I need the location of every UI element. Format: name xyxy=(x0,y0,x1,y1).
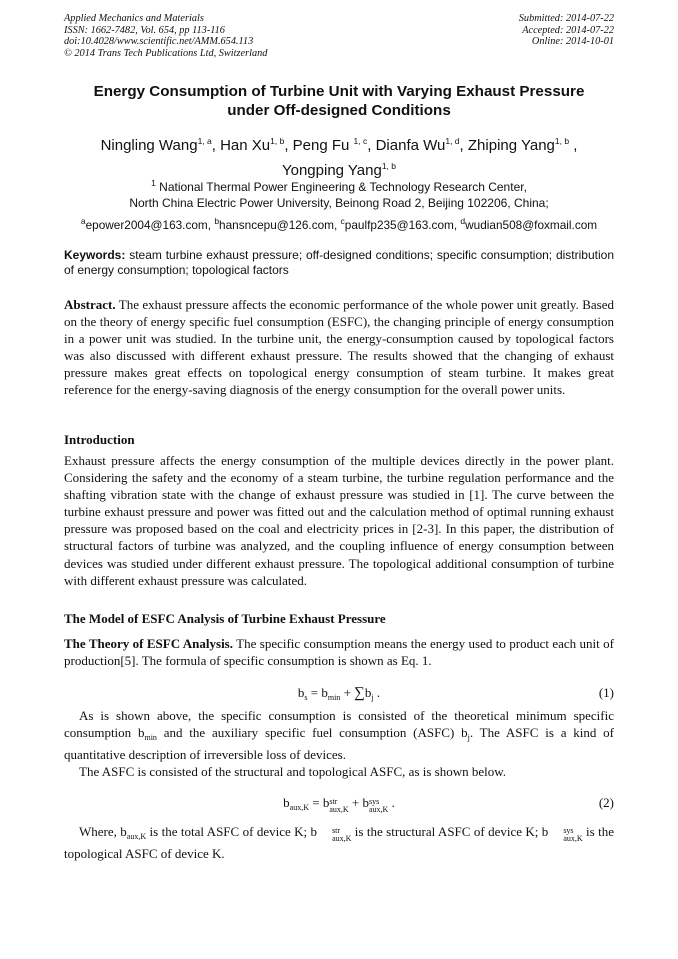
section-heading-introduction: Introduction xyxy=(64,432,135,447)
equation-2 xyxy=(64,795,614,817)
paragraph-text: is the structural ASFC of device K; b xyxy=(351,824,549,839)
eq-operator: . xyxy=(373,685,381,700)
theory-text: The specific consumption means the energy used to product each unit of production[5]. The formula of specific consumption is shown as Eq. 1. xyxy=(64,636,614,669)
eq-symbol: = b xyxy=(307,685,328,700)
keywords-text: steam turbine exhaust pressure; off-designed conditions; specific consumption; distribution of energy consumption; topological factors xyxy=(64,248,614,277)
eq-operator: + xyxy=(340,685,355,700)
journal-header xyxy=(64,13,267,59)
keywords-label: Keywords: xyxy=(64,248,126,262)
paragraph-text: is the total ASFC of device K; b xyxy=(146,824,318,839)
eq-subscript: j xyxy=(371,693,374,702)
eq-subscript: min xyxy=(144,733,157,743)
sum-symbol: ∑ xyxy=(354,685,365,701)
eq-subscript: aux,K xyxy=(289,803,309,812)
author-separator: , xyxy=(459,137,468,154)
author-name: Dianfa Wu xyxy=(375,137,446,154)
paragraph-text: is the topological ASFC of device K. xyxy=(64,824,614,862)
author-list xyxy=(64,131,614,181)
affiliation-line-2: North China Electric Power University, Beinong Road 2, Beijing 102206, China; xyxy=(129,195,549,210)
eq-script-stack xyxy=(548,827,582,843)
paper-title xyxy=(64,82,614,120)
paragraph-text: and the auxiliary specific fuel consumption (ASFC) b xyxy=(156,725,468,741)
author-affil-mark: 1, b xyxy=(270,136,285,146)
author-name: Zhiping Yang xyxy=(467,137,555,154)
section-heading-model: The Model of ESFC Analysis of Turbine Exhaust Pressure xyxy=(64,611,386,626)
equation-2-number: (2) xyxy=(598,795,614,810)
eq-superscript: sys xyxy=(369,797,380,806)
abstract-text: The exhaust pressure affects the economic performance of the whole power unit greatly. Based on the theory of energy specific fuel consumption (ESFC), the changing principle of energy consumption in a power unit was studied. In the turbine unit, the energy-consumption caused by topological factors was also discussed with different exhaust pressure. The results showed that the changing of exhaust pressure makes great effects on topological energy consumption of steam turbine. It makes great reference for the energy-saving diagnosis of the energy consumption for the overall power units. xyxy=(64,297,614,398)
eq-symbol: b xyxy=(283,795,290,810)
author-name: Yongping Yang xyxy=(281,162,382,179)
paragraph-after-eq1 xyxy=(64,707,614,763)
author-name: Peng Fu xyxy=(292,137,354,154)
paragraph-text: Where, b xyxy=(79,824,127,839)
journal-issn: ISSN: 1662-7482, Vol. 654, pp 113-116 xyxy=(64,24,225,36)
email-link[interactable]: epower2004@163.com, xyxy=(85,217,215,232)
email-mark: c xyxy=(340,216,345,226)
author-separator: , xyxy=(284,137,293,154)
author-affil-mark: 1, b xyxy=(381,161,397,171)
author-affil-mark: 1, d xyxy=(445,136,460,146)
equation-1-body xyxy=(64,685,614,702)
journal-name: Applied Mechanics and Materials xyxy=(64,13,204,24)
eq-subscript: aux,K xyxy=(126,832,147,841)
introduction-paragraph: Exhaust pressure affects the energy consumption of the multiple devices directly in the power plant. Considering the safety and the economy of a steam turbine, the turbine regulation performance and the shafting vibration state with the change of exhaust pressure was studied in [1]. The curve between the turbine exhaust pressure and power was fitted out and the calculation method of optimal running exhaust pressure was proposed based on the coal and electricity prices in [2-3]. In this paper, the distribution of structural factors of turbine was analyzed, and the coupling influence of energy consumption between devices was studied under different exhaust pressure. The topological additional consumption of turbine with different exhaust pressure was calculated. xyxy=(64,453,614,588)
email-mark: b xyxy=(214,216,220,226)
abstract-label: Abstract. xyxy=(64,297,116,312)
eq-symbol: = b xyxy=(308,795,330,810)
eq-subscript: min xyxy=(327,693,341,702)
author-affil-mark: 1, b xyxy=(554,136,570,146)
eq-script-stack xyxy=(369,798,388,814)
equation-2-body xyxy=(64,795,614,814)
affiliation-line-1: National Thermal Power Engineering & Technology Research Center, xyxy=(155,180,527,194)
keywords xyxy=(64,248,614,278)
subsection-heading-theory: The Theory of ESFC Analysis. xyxy=(64,636,233,651)
theory-paragraph xyxy=(64,635,614,669)
eq-superscript: str xyxy=(332,826,341,835)
author-name: Ningling Wang xyxy=(100,137,198,154)
eq-script-stack xyxy=(329,798,348,814)
author-separator: , xyxy=(367,137,376,154)
author-name: Han Xu xyxy=(220,137,271,154)
title-line-2: under Off-designed Conditions xyxy=(227,102,451,119)
journal-copyright: © 2014 Trans Tech Publications Ltd, Switzerland xyxy=(64,47,268,59)
affiliation-mark: 1 xyxy=(151,178,156,188)
abstract xyxy=(64,296,614,399)
eq-symbol: b xyxy=(364,685,372,700)
eq-subscript: aux,K xyxy=(329,805,349,814)
equation-1 xyxy=(64,685,614,707)
email-link[interactable]: paulfp235@163.com, xyxy=(344,217,461,232)
email-mark: d xyxy=(460,216,466,226)
eq-subscript: aux,K xyxy=(332,834,352,843)
email-link[interactable]: wudian508@foxmail.com xyxy=(465,217,598,232)
eq-symbol: b xyxy=(297,685,305,700)
eq-subscript: aux,K xyxy=(563,834,583,843)
online-date: Online: 2014-10-01 xyxy=(531,36,614,48)
paragraph-where xyxy=(64,823,614,862)
email-mark: a xyxy=(80,216,86,226)
affiliation xyxy=(64,176,614,211)
paragraph-text: . The ASFC is a kind of quantitative description of irreversible loss of devices. xyxy=(64,725,614,763)
eq-operator: + b xyxy=(348,795,369,810)
author-affil-mark: 1, a xyxy=(197,136,212,146)
title-line-1: Energy Consumption of Turbine Unit with Varying Exhaust Pressure xyxy=(93,83,585,100)
email-link[interactable]: hansncepu@126.com, xyxy=(219,217,341,232)
eq-script-stack xyxy=(317,827,351,843)
paragraph-asfc: The ASFC is consisted of the structural and topological ASFC, as is shown below. xyxy=(79,764,507,779)
author-separator: , xyxy=(211,137,221,154)
eq-superscript: str xyxy=(329,797,338,806)
eq-operator: . xyxy=(388,795,395,810)
submission-dates xyxy=(519,13,614,48)
author-separator: , xyxy=(569,137,578,154)
author-affil-mark: 1, c xyxy=(353,136,368,146)
equation-1-number: (1) xyxy=(598,685,614,700)
eq-subscript: j xyxy=(467,733,470,743)
eq-subscript: aux,K xyxy=(369,805,389,814)
accepted-date: Accepted: 2014-07-22 xyxy=(522,24,614,36)
paragraph-text: As is shown above, the specific consumption is consisted of the theoretical minimum specific consumption b xyxy=(64,708,614,741)
submitted-date: Submitted: 2014-07-22 xyxy=(518,13,614,24)
journal-doi: doi:10.4028/www.scientific.net/AMM.654.113 xyxy=(64,36,254,48)
author-emails xyxy=(64,214,614,233)
eq-subscript: s xyxy=(304,693,308,702)
eq-superscript: sys xyxy=(563,826,574,835)
